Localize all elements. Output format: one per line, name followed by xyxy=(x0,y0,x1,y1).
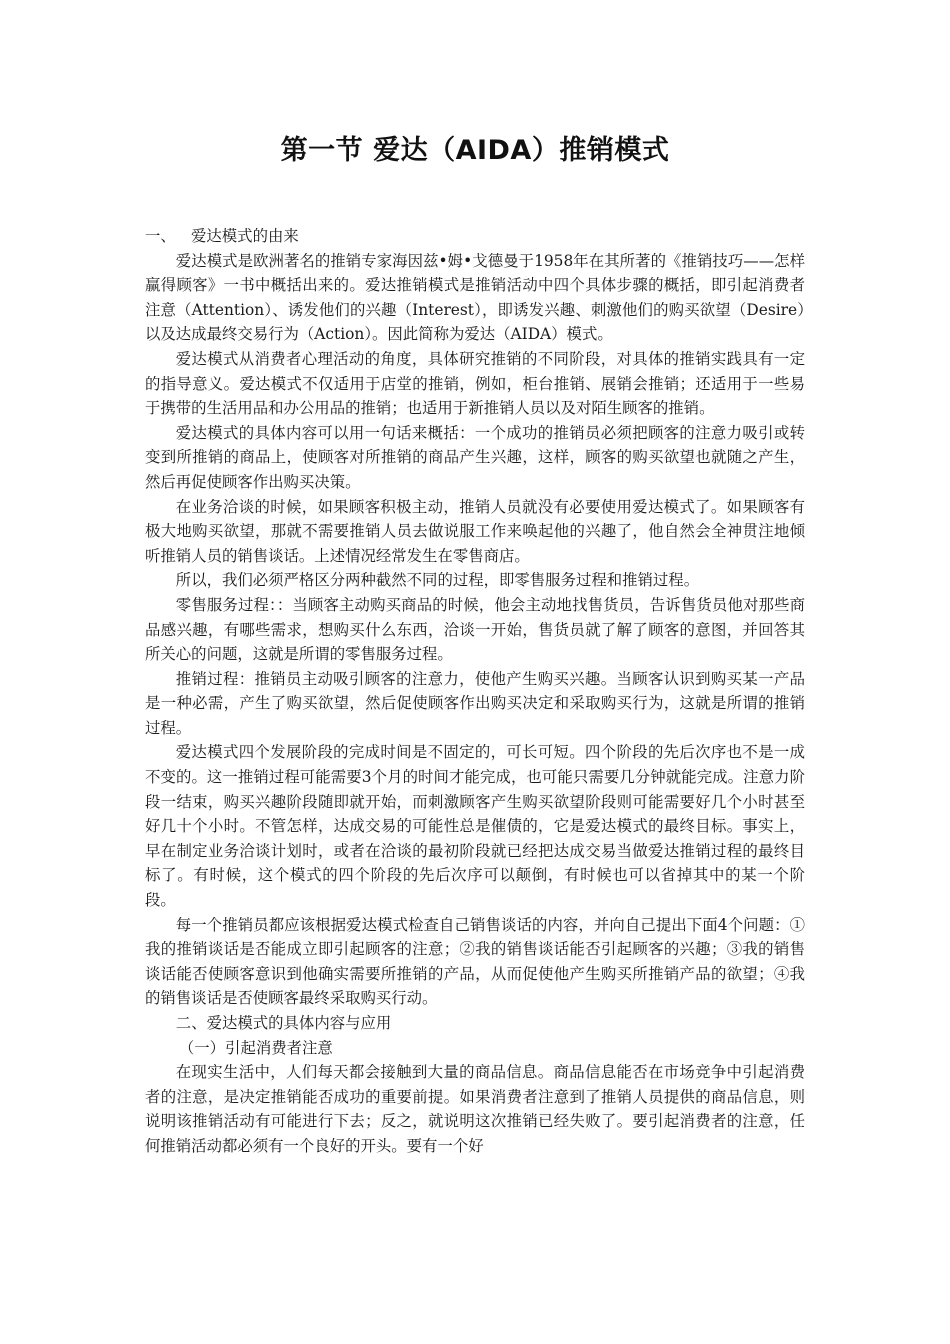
section-heading-2: 二、爱达模式的具体内容与应用 xyxy=(175,1014,392,1032)
section-number: 一、 xyxy=(145,227,176,245)
document-body xyxy=(145,224,805,1159)
paragraph: 推销过程：推销员主动吸引顾客的注意力，使他产生购买兴趣。当顾客认识到购买某一产品是一种必需，产生了购买欲望，然后促使顾客作出购买决定和采取购买行为，这就是所谓的推销过程。 xyxy=(145,669,805,737)
paragraph: 在现实生活中，人们每天都会接触到大量的商品信息。商品信息能否在市场竞争中引起消费者的注意，是决定推销能否成功的重要前提。如果消费者注意到了推销人员提供的商品信息，则说明该推销活动有可能进行下去；反之，就说明这次推销已经失败了。要引起消费者的注意，任何推销活动都必须有一个良好的开头。要有一个好 xyxy=(145,1063,805,1155)
page-title: 第一节 爱达（AIDA）推销模式 xyxy=(280,135,670,166)
paragraph: 爱达模式的具体内容可以用一句话来概括：一个成功的推销员必须把顾客的注意力吸引或转变到所推销的商品上，使顾客对所推销的商品产生兴趣，这样，顾客的购买欲望也就随之产生，然后再促使顾客作出购买决策。 xyxy=(145,423,805,491)
paragraph: 爱达模式从消费者心理活动的角度，具体研究推销的不同阶段，对具体的推销实践具有一定的指导意义。爱达模式不仅适用于店堂的推销，例如，柜台推销、展销会推销；还适用于一些易于携带的生活用品和办公用品的推销；也适用于新推销人员以及对陌生顾客的推销。 xyxy=(145,349,805,418)
paragraph: 爱达模式是欧洲著名的推销专家海因兹•姆•戈德曼于1958年在其所著的《推销技巧——怎样赢得顾客》一书中概括出来的。爱达推销模式是推销活动中四个具体步骤的概括，即引起消费者注意（Attention）、诱发他们的兴趣（Interest），即诱发兴趣、刺激他们的购买欲望（Desire）以及达成最终交易行为（Action）。因此简称为爱达（AIDA）模式。 xyxy=(145,251,805,344)
paragraph: 爱达模式四个发展阶段的完成时间是不固定的，可长可短。四个阶段的先后次序也不是一成不变的。这一推销过程可能需要3个月的时间才能完成，也可能只需要几分钟就能完成。注意力阶段一结束，购买兴趣阶段随即就开始，而刺激顾客产生购买欲望阶段则可能需要好几个小时甚至好几十个小时。不管怎样，达成交易的可能性总是催债的，它是爱达模式的最终目标。事实上，早在制定业务洽谈计划时，或者在洽谈的最初阶段就已经把达成交易当做爱达推销过程的最终目标了。有时候，这个模式的四个阶段的先后次序可以颠倒，有时候也可以省掉其中的某一个阶段。 xyxy=(145,743,805,910)
paragraph: 每一个推销员都应该根据爱达模式检查自己销售谈话的内容，并向自己提出下面4个问题：①我的推销谈话是否能成立即引起顾客的注意；②我的销售谈话能否引起顾客的兴趣；③我的销售谈话能否使顾客意识到他确实需要所推销的产品，从而促使他产生购买所推销产品的欲望；④我的销售谈话是否使顾客最终采取购买行动。 xyxy=(145,915,805,1008)
paragraph: 所以，我们必须严格区分两种截然不同的过程，即零售服务过程和推销过程。 xyxy=(175,571,700,590)
subsection-heading: （一）引起消费者注意 xyxy=(178,1038,333,1057)
section-heading-1 xyxy=(145,224,805,249)
section-title: 爱达模式的由来 xyxy=(191,227,299,245)
paragraph: 在业务洽谈的时候，如果顾客积极主动，推销人员就没有必要使用爱达模式了。如果顾客有极大地购买欲望，那就不需要推销人员去做说服工作来唤起他的兴趣了，他自然会全神贯注地倾听推销人员的销售谈话。上述情况经常发生在零售商店。 xyxy=(145,497,805,565)
paragraph: 零售服务过程：：当顾客主动购买商品的时候，他会主动地找售货员，告诉售货员他对那些商品感兴趣，有哪些需求，想购买什么东西，洽谈一开始，售货员就了解了顾客的意图，并回答其所关心的问题，这就是所谓的零售服务过程。 xyxy=(145,595,805,664)
